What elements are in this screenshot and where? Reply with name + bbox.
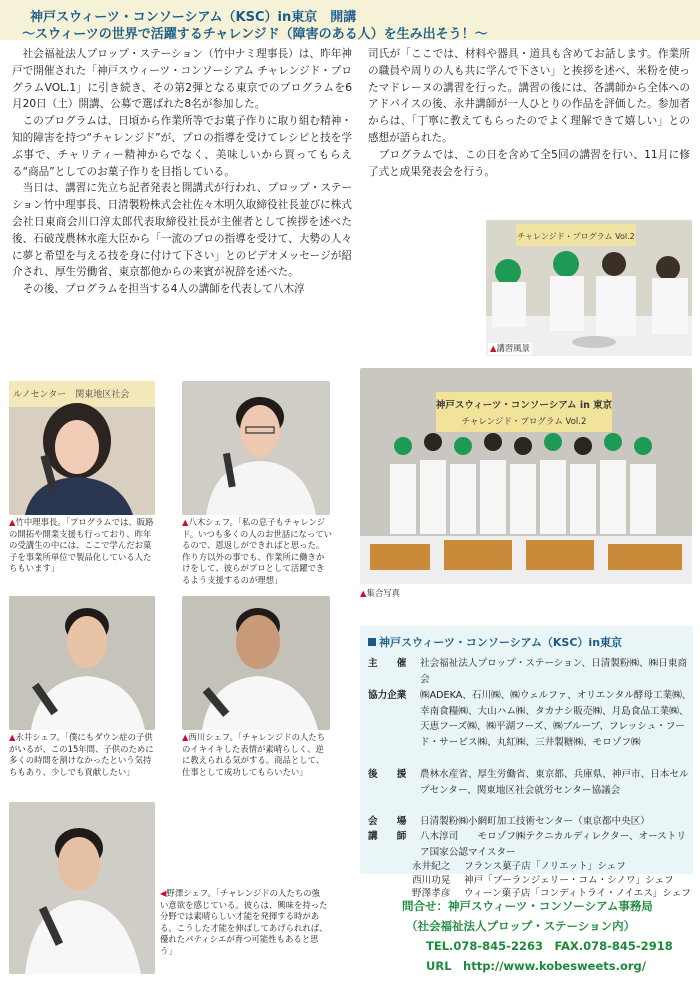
event-info-box: 神戸スウィーツ・コンソーシアム（KSC）in東京 主 催 社会福祉法人プロップ・ステーション、日清製粉㈱、㈱日東商会 協力企業 ㈱ADEKA、石川㈱、㈱ウェルファ、オリエンタル酵母工業㈱、幸南食糧㈱、大山ハム㈱、タカナシ販売㈱、月島食品工業㈱、天恵フーズ㈱、㈱平湖フーズ、㈱ブルーブ、フレッシュ・フード・サービス㈱、丸紅㈱、三井製糖㈱、モロゾフ㈱ 後 援 農林水産省、厚生労働省、東京都、兵庫県、神戸市、日本セルプセンター、関東地区社会就労センター協議会 会 場 日清製粉㈱小網町加工技術センター（東京都中央区） 講 師 八木淳司 モロゾフ㈱テクニカルディレクター、オーストリア国家公認マイスター <box>360 626 693 874</box>
paragraph: プログラムでは、この日を含めて全5回の講習を行い、11月に修了式と成果発表会を行う。 <box>368 148 690 178</box>
contact-url[interactable]: URL http://www.kobesweets.org/ <box>426 959 646 973</box>
group-banner-line1: 神戸スウィーツ・コンソーシアム in 東京 <box>435 400 613 411</box>
teacher-role: 神戸「ブーランジェリー・コム・シノワ」シェフ <box>464 874 674 886</box>
article-body-right <box>368 46 690 180</box>
teacher-list <box>412 860 692 901</box>
backdrop-sign: ルノセンター 関東地区社会 <box>13 390 130 400</box>
portrait-nishikawa <box>182 596 330 730</box>
contact-title: 問合せ：神戸スウィーツ・コンソーシアム事務局 <box>402 899 653 913</box>
group-caption-wrap: ▲集合写真 <box>360 588 400 598</box>
portrait-takenaka <box>9 381 155 515</box>
caption-nagai: ▲永井シェフ。「僕にもダウン症の子供がいるが、この15年間、子供のために多くの時間を割けなかったという気持ちもあり、少しでも貢献したい」 <box>9 732 154 777</box>
paragraph: 司氏が「ここでは、材料や器具・道具も含めてお話します。作業所の職員や周りの人も共に学んで下さい」と挨拶を述べ、米粉を使ったマドレーヌの講習を行った。講習の後には、各講師から全体へのアドバイスの後、永井講師が一人ひとりの作品を評価した。参加者からは、「丁寧に教えてもらったのでよく理解できて嬉しい」との感想が語られた。 <box>368 48 690 144</box>
article-body-left <box>12 46 352 298</box>
teacher-name: 西川功晃 <box>412 874 451 886</box>
caption-yagi: ▲八木シェフ。「私の息子もチャレンジド。いつも多くの人のお世話になっているので、恩返しができればと思った。作り方以外の事でも、作業所に働きかけをして、彼らがプロとして活躍できるよう支援するのが理想」 <box>182 517 332 585</box>
portrait-nozawa <box>9 802 155 974</box>
group-photo <box>360 368 692 584</box>
lecture-photo: チャレンジド・プログラム Vol.2 ▲講習風景 <box>486 220 692 356</box>
teacher-role: ウィーン菓子店「コンディトライ・ノイエス」シェフ <box>464 888 691 899</box>
lecture-banner: チャレンジド・プログラム Vol.2 <box>517 232 635 241</box>
paragraph: 社会福祉法人プロップ・ステーション（竹中ナミ理事長）は、昨年神戸で開催された「神戸スウィーツ・コンソーシアム チャレンジド・プログラムVOL.1」に引き続き、その第2弾となる東京でのプログラムを6月20日（土）開講、公募で選ばれた8名が参加した。 <box>12 48 352 111</box>
group-banner-line2: チャレンジド・プログラム Vol.2 <box>461 417 587 427</box>
teacher-name: 野澤孝彦 <box>412 888 451 899</box>
contact-phone: TEL.078-845-2263 FAX.078-845-2918 <box>426 939 673 953</box>
article-header <box>0 0 700 40</box>
article-subtitle: ～スウィーツの世界で活躍するチャレンジド（障害のある人）を生み出そう！～ <box>22 27 488 42</box>
article-title: 神戸スウィーツ・コンソーシアム（KSC）in東京 開講 <box>30 10 357 25</box>
teacher-row <box>412 874 692 888</box>
paragraph: このプログラムは、日頃から作業所等でお菓子作りに取り組む精神・知的障害を持つ“チャレンジド”が、プロの指導を受けてレシピと技を学ぶ事で、チャリティー精神からでなく、美味しいから買ってもらえる“商品”としてのお菓子作りを目指している。 <box>12 115 352 178</box>
caption-takenaka: ▲竹中理事長。「プログラムでは、販路の開拓や開業支援も行っており、昨年の受講生の中には、ここで学んだお菓子を事業所単位で製品化している人たちもいます」 <box>9 517 154 574</box>
portrait-yagi <box>182 381 330 515</box>
lecture-caption: 講習風景 <box>496 343 530 353</box>
caption-nishikawa: ▲西川シェフ。「チャレンジドの人たちのイキイキした表情が素晴らしく、逆に教えられる気がする。商品として、仕事として成功してもらいたい」 <box>182 732 326 777</box>
caption-nozawa: ◀野澤シェフ。「チャレンジドの人たちの強い意欲を感じている。彼らは、興味を持った分野では素晴らしい才能を発揮する時がある。こうした才能を伸ばしてあげられれば、優れたパティシエが育つ可能性もあると思う」 <box>160 888 328 956</box>
contact-subtitle: （社会福祉法人プロップ・ステーション内） <box>406 919 636 933</box>
portrait-nagai <box>9 596 155 730</box>
teacher-row: 永井紀之 フランス菓子店「ノリエット」シェフ <box>412 861 626 872</box>
group-caption: 集合写真 <box>366 588 400 598</box>
info-title: 神戸スウィーツ・コンソーシアム（KSC）in東京 <box>368 634 622 650</box>
paragraph: 当日は、講習に先立ち記者発表と開講式が行われ、プロップ・ステーション竹中理事長、日清製粉株式会社佐々木明久取締役社長並びに株式会社日東商会川口淳太郎代表取締役社長が主催者として挨拶を述べた後、石破茂農林水産大臣から「一流のプロの指導を受けて、大勢の人々に夢と希望を与える技を身に付けて下さい」とのビデオメッセージが紹介され、厚生労働省、東京都他からの来賓が祝辞を述べた。 <box>12 182 352 279</box>
paragraph: その後、プログラムを担当する4人の講師を代表して八木淳 <box>12 283 305 296</box>
